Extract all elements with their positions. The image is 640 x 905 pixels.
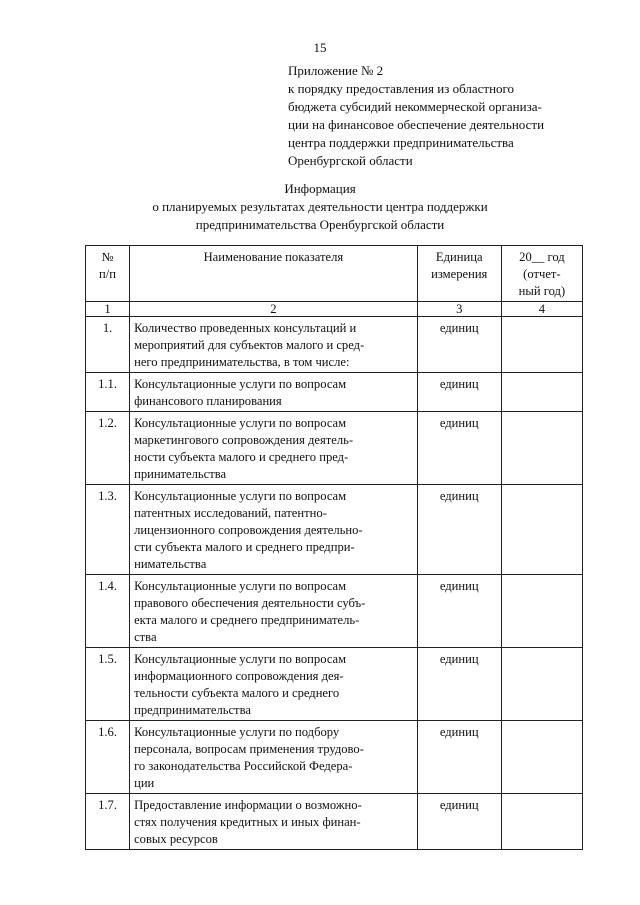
indicator-name-line: Консультационные услуги по вопросам — [134, 416, 347, 430]
indicator-name-line: персонала, вопросам применения трудово- — [134, 742, 364, 756]
indicator-name-line: правового обеспечения деятельности субъ- — [134, 596, 366, 610]
header-unit-line: Единица — [435, 250, 483, 264]
column-number: 2 — [130, 302, 418, 317]
indicators-table — [85, 245, 583, 850]
table-row — [86, 412, 583, 485]
header-year-line: (отчет- — [523, 267, 561, 281]
table-row — [86, 794, 583, 850]
unit-of-measure: единиц — [417, 648, 501, 721]
unit-of-measure: единиц — [417, 721, 501, 794]
table-row — [86, 485, 583, 575]
indicator-name-line: мероприятий для субъектов малого и сред- — [134, 338, 365, 352]
column-number: 4 — [501, 302, 582, 317]
indicator-name-line: ности субъекта малого и среднего пред- — [134, 450, 349, 464]
indicator-name — [130, 721, 418, 794]
heading-subtitle-line: о планируемых результатах деятельности центра поддержки — [152, 199, 488, 214]
appendix-line: Оренбургской области — [288, 153, 413, 168]
document-heading — [0, 180, 640, 234]
indicator-name — [130, 485, 418, 575]
indicator-name-line: Консультационные услуги по вопросам — [134, 489, 347, 503]
indicator-name-line: го законодательства Российской Федера- — [134, 759, 353, 773]
table-row — [86, 373, 583, 412]
indicator-name-line: него предпринимательства, в том числе: — [134, 355, 350, 369]
unit-of-measure: единиц — [417, 575, 501, 648]
indicator-name — [130, 412, 418, 485]
heading-title: Информация — [284, 181, 356, 196]
indicator-name-line: финансового планирования — [134, 394, 282, 408]
indicator-name — [130, 575, 418, 648]
indicator-name-line: Консультационные услуги по вопросам — [134, 652, 347, 666]
reporting-year-value — [501, 575, 582, 648]
reporting-year-value — [501, 721, 582, 794]
table-row — [86, 575, 583, 648]
indicator-name-line: екта малого и среднего предприниматель- — [134, 613, 360, 627]
appendix-line: бюджета субсидий некоммерческой организа- — [288, 99, 542, 114]
indicator-name-line: принимательства — [134, 467, 227, 481]
reporting-year-value — [501, 317, 582, 373]
header-year — [501, 246, 582, 302]
indicator-name — [130, 794, 418, 850]
appendix-line: ции на финансовое обеспечение деятельности — [288, 117, 545, 132]
appendix-block — [288, 62, 608, 170]
column-number: 3 — [417, 302, 501, 317]
indicator-name-line: нимательства — [134, 557, 207, 571]
header-num — [86, 246, 130, 302]
row-number: 1.6. — [86, 721, 130, 794]
header-unit-line: измерения — [431, 267, 488, 281]
header-num-line: п/п — [99, 267, 117, 281]
reporting-year-value — [501, 412, 582, 485]
column-number: 1 — [86, 302, 130, 317]
table-header-row — [86, 246, 583, 302]
indicator-name-line: лицензионного сопровождения деятельно- — [134, 523, 363, 537]
heading-subtitle-line: предпринимательства Оренбургской области — [195, 217, 445, 232]
unit-of-measure: единиц — [417, 485, 501, 575]
reporting-year-value — [501, 648, 582, 721]
header-year-line: ный год) — [518, 284, 566, 298]
header-year-line: 20__ год — [519, 250, 565, 264]
indicator-name-line: Консультационные услуги по вопросам — [134, 579, 347, 593]
row-number: 1.1. — [86, 373, 130, 412]
indicator-name-line: Предоставление информации о возможно- — [134, 798, 362, 812]
row-number: 1.2. — [86, 412, 130, 485]
row-number: 1.4. — [86, 575, 130, 648]
indicator-name-line: ции — [134, 776, 155, 790]
indicator-name — [130, 648, 418, 721]
column-number-row — [86, 302, 583, 317]
header-num-line: № — [101, 250, 114, 264]
indicator-name-line: маркетингового сопровождения деятель- — [134, 433, 354, 447]
reporting-year-value — [501, 485, 582, 575]
indicator-name — [130, 317, 418, 373]
reporting-year-value — [501, 794, 582, 850]
indicator-name-line: стях получения кредитных и иных финан- — [134, 815, 361, 829]
row-number: 1.7. — [86, 794, 130, 850]
table-row — [86, 317, 583, 373]
indicator-name-line: предпринимательства — [134, 703, 251, 717]
unit-of-measure: единиц — [417, 373, 501, 412]
table-row — [86, 721, 583, 794]
table-row — [86, 648, 583, 721]
row-number: 1.3. — [86, 485, 130, 575]
unit-of-measure: единиц — [417, 317, 501, 373]
unit-of-measure: единиц — [417, 794, 501, 850]
indicator-name — [130, 373, 418, 412]
header-unit — [417, 246, 501, 302]
indicator-name-line: информационного сопровождения дея- — [134, 669, 344, 683]
indicator-name-line: ства — [134, 630, 157, 644]
unit-of-measure: единиц — [417, 412, 501, 485]
row-number: 1.5. — [86, 648, 130, 721]
row-number: 1. — [86, 317, 130, 373]
appendix-title: Приложение № 2 — [288, 63, 384, 78]
indicator-name-line: Консультационные услуги по вопросам — [134, 377, 347, 391]
indicator-name-line: совых ресурсов — [134, 832, 218, 846]
header-name: Наименование показателя — [130, 246, 418, 302]
appendix-line: центра поддержки предпринимательства — [288, 135, 514, 150]
indicator-name-line: сти субъекта малого и среднего предпри- — [134, 540, 355, 554]
page-number: 15 — [313, 40, 327, 55]
appendix-line: к порядку предоставления из областного — [288, 81, 515, 96]
indicator-name-line: Количество проведенных консультаций и — [134, 321, 357, 335]
indicator-name-line: тельности субъекта малого и среднего — [134, 686, 340, 700]
indicator-name-line: Консультационные услуги по подбору — [134, 725, 340, 739]
indicator-name-line: патентных исследований, патентно- — [134, 506, 327, 520]
reporting-year-value — [501, 373, 582, 412]
